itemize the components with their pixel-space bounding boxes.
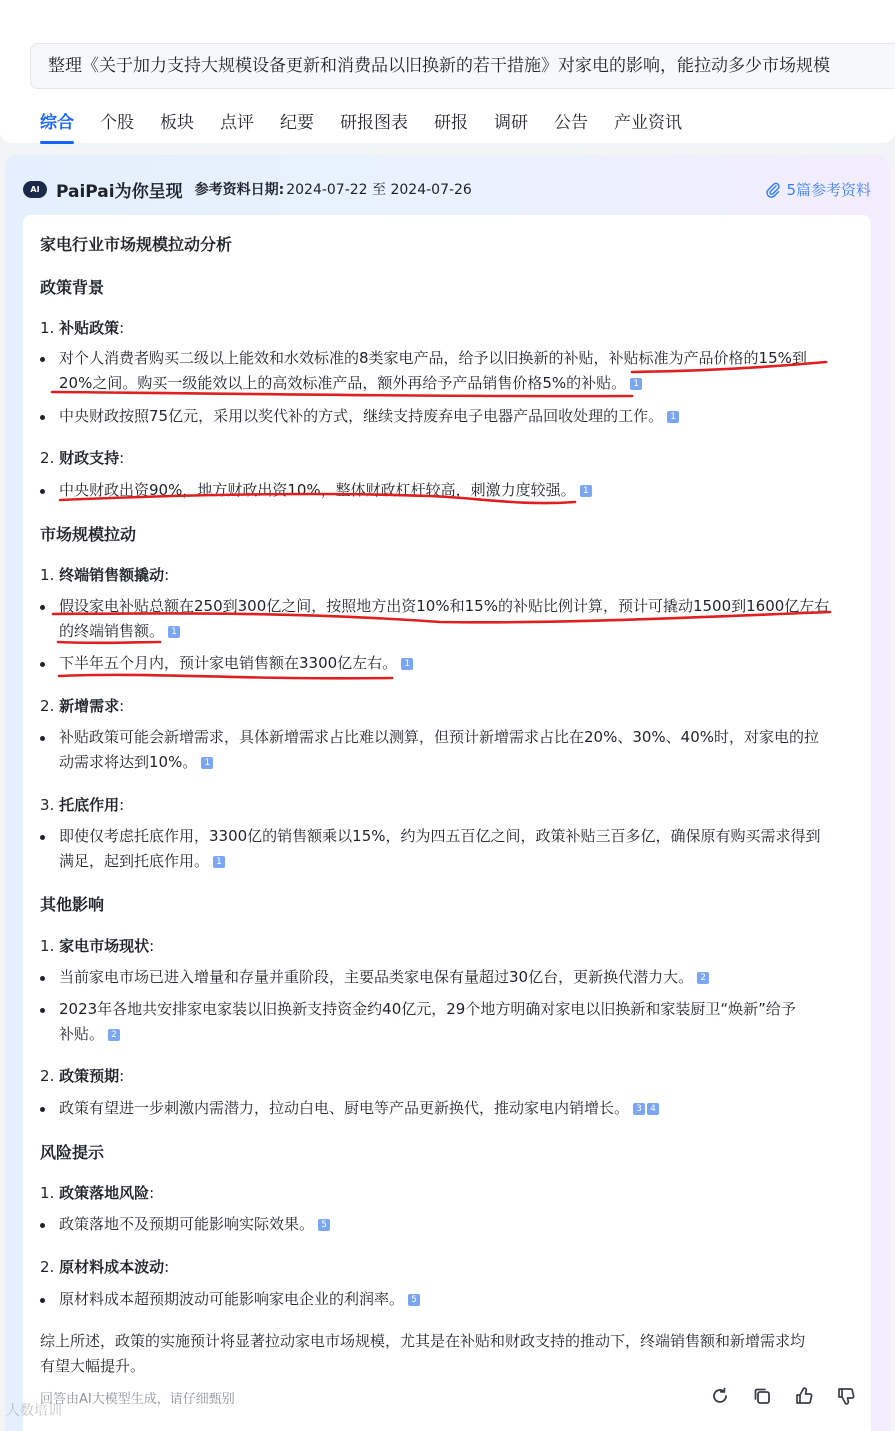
answer-header bbox=[23, 175, 472, 203]
list-item bbox=[40, 824, 855, 874]
list-item bbox=[40, 1212, 855, 1237]
item-number: 1. bbox=[40, 566, 55, 584]
section-heading: 政策背景 bbox=[40, 278, 105, 297]
paperclip-icon bbox=[766, 182, 780, 198]
item-colon: : bbox=[164, 566, 170, 584]
bullet-text: 满足，起到托底作用。 bbox=[59, 852, 210, 870]
list-item bbox=[40, 725, 855, 775]
watermark: 人数培训 bbox=[6, 1403, 62, 1419]
ai-logo-icon: AI bbox=[23, 181, 47, 198]
item-number: 2. bbox=[40, 449, 55, 467]
item-colon: : bbox=[149, 1184, 155, 1202]
numbered-item bbox=[40, 564, 169, 585]
numbered-item bbox=[40, 935, 154, 956]
brand-title: PaiPai为你呈现 bbox=[56, 181, 183, 202]
thumbs-down-icon[interactable] bbox=[835, 1385, 857, 1407]
answer-title: 家电行业市场规模拉动分析 bbox=[40, 235, 233, 254]
copy-icon[interactable] bbox=[751, 1385, 773, 1407]
list-item bbox=[40, 651, 855, 676]
list-item bbox=[40, 965, 855, 990]
tab-reviews[interactable]: 点评 bbox=[220, 113, 254, 133]
item-label: 终端销售额撬动 bbox=[59, 566, 165, 584]
item-label: 政策落地风险 bbox=[59, 1184, 150, 1202]
list-item bbox=[40, 346, 855, 396]
section-heading: 其他影响 bbox=[40, 895, 105, 914]
bullet-text: 动需求将达到10%。 bbox=[59, 753, 198, 771]
numbered-item bbox=[40, 1182, 154, 1203]
bullet-text: 2023年各地共安排家电家装以旧换新支持资金约40亿元，29个地方明确对家电以旧换新和家装厨卫“焕新”给予 bbox=[59, 1000, 796, 1018]
item-colon: : bbox=[119, 319, 125, 337]
search-header bbox=[0, 0, 895, 143]
bullet-text: 当前家电市场已进入增量和存量并重阶段，主要品类家电保有量超过30亿台，更新换代潜力大。 bbox=[59, 968, 694, 986]
item-number: 3. bbox=[40, 796, 55, 814]
bullet-text: 假设家电补贴总额在250到300亿之间，按照地方出资10%和15%的补贴比例计算，预计可撬动1500到1600亿左右 bbox=[59, 597, 830, 615]
numbered-item bbox=[40, 1065, 124, 1086]
numbered-item bbox=[40, 1256, 169, 1277]
item-number: 2. bbox=[40, 697, 55, 715]
list-item bbox=[40, 478, 855, 503]
list-item bbox=[40, 997, 855, 1047]
item-label: 家电市场现状 bbox=[59, 937, 150, 955]
citation-badge[interactable]: 5 bbox=[408, 1294, 420, 1306]
tab-industry-news[interactable]: 产业资讯 bbox=[614, 113, 682, 133]
item-label: 新增需求 bbox=[59, 697, 120, 715]
item-colon: : bbox=[119, 796, 125, 814]
bullet-text: 中央财政按照75亿元，采用以奖代补的方式，继续支持废弃电子电器产品回收处理的工作。 bbox=[59, 407, 664, 425]
tab-report-charts[interactable]: 研报图表 bbox=[340, 113, 408, 133]
tab-comprehensive[interactable]: 综合 bbox=[40, 108, 74, 138]
citation-badge[interactable]: 1 bbox=[667, 411, 679, 423]
thumbs-up-icon[interactable] bbox=[793, 1385, 815, 1407]
citation-badge[interactable]: 5 bbox=[318, 1219, 330, 1231]
item-number: 2. bbox=[40, 1067, 55, 1085]
item-colon: : bbox=[119, 449, 125, 467]
tab-reports[interactable]: 研报 bbox=[434, 113, 468, 133]
answer-content bbox=[23, 215, 871, 1431]
citation-badge[interactable]: 2 bbox=[108, 1029, 120, 1041]
numbered-item bbox=[40, 317, 124, 338]
bullet-text: 政策落地不及预期可能影响实际效果。 bbox=[59, 1215, 315, 1233]
date-label: 参考资料日期: bbox=[194, 182, 285, 198]
item-label: 财政支持 bbox=[59, 449, 120, 467]
bullet-text: 即使仅考虑托底作用，3300亿的销售额乘以15%，约为四五百亿之间，政策补贴三百多亿，确保原有购买需求得到 bbox=[59, 827, 821, 845]
citation-badge[interactable]: 1 bbox=[168, 626, 180, 638]
summary-paragraph bbox=[40, 1329, 860, 1379]
list-item bbox=[40, 404, 855, 429]
item-label: 托底作用 bbox=[59, 796, 120, 814]
item-number: 1. bbox=[40, 1184, 55, 1202]
item-colon: : bbox=[119, 697, 125, 715]
tab-sectors[interactable]: 板块 bbox=[160, 113, 194, 133]
ai-disclaimer: 回答由AI大模型生成，请仔细甄别 bbox=[40, 1392, 235, 1407]
search-query-input[interactable]: 整理《关于加力支持大规模设备更新和消费品以旧换新的若干措施》对家电的影响，能拉动多少市场规模 bbox=[30, 43, 895, 89]
citation-badge[interactable]: 1 bbox=[201, 757, 213, 769]
item-colon: : bbox=[149, 937, 155, 955]
bullet-text: 补贴。 bbox=[59, 1025, 105, 1043]
section-heading: 风险提示 bbox=[40, 1143, 105, 1162]
bullet-text: 下半年五个月内，预计家电销售额在3300亿左右。 bbox=[59, 654, 398, 672]
bullet-text: 对个人消费者购买二级以上能效和水效标准的8类家电产品，给予以旧换新的补贴，补贴标准为产品价格的15%到 bbox=[59, 349, 807, 367]
references-link[interactable] bbox=[766, 179, 871, 200]
item-colon: : bbox=[164, 1258, 170, 1276]
item-label: 补贴政策 bbox=[59, 319, 120, 337]
item-number: 2. bbox=[40, 1258, 55, 1276]
list-item bbox=[40, 594, 855, 644]
item-label: 政策预期 bbox=[59, 1067, 120, 1085]
references-label: 5篇参考资料 bbox=[786, 181, 871, 199]
tab-stocks[interactable]: 个股 bbox=[100, 113, 134, 133]
citation-badge[interactable]: 4 bbox=[647, 1103, 659, 1115]
bullet-text: 政策有望进一步刺激内需潜力，拉动白电、厨电等产品更新换代，推动家电内销增长。 bbox=[59, 1099, 630, 1117]
numbered-item bbox=[40, 794, 124, 815]
item-number: 1. bbox=[40, 937, 55, 955]
bullet-text: 补贴政策可能会新增需求，具体新增需求占比难以测算，但预计新增需求占比在20%、30%、40%时，对家电的拉 bbox=[59, 728, 820, 746]
list-item bbox=[40, 1096, 855, 1121]
bullet-text: 的终端销售额。 bbox=[59, 622, 165, 640]
citation-badge[interactable]: 3 bbox=[633, 1103, 645, 1115]
bullet-text: 20%之间。购买一级能效以上的高效标准产品，额外再给予产品销售价格5%的补贴。 bbox=[59, 374, 627, 392]
ai-answer-card bbox=[5, 155, 889, 1431]
item-colon: : bbox=[119, 1067, 125, 1085]
section-heading: 市场规模拉动 bbox=[40, 525, 137, 544]
refresh-icon[interactable] bbox=[709, 1385, 731, 1407]
date-range: 2024-07-22 至 2024-07-26 bbox=[286, 182, 472, 198]
answer-actions bbox=[709, 1385, 857, 1407]
tab-announcements[interactable]: 公告 bbox=[554, 113, 588, 133]
citation-badge[interactable]: 2 bbox=[697, 972, 709, 984]
citation-badge[interactable]: 1 bbox=[401, 658, 413, 670]
list-item bbox=[40, 1287, 855, 1312]
item-number: 1. bbox=[40, 319, 55, 337]
bullet-text: 原材料成本超预期波动可能影响家电企业的利润率。 bbox=[59, 1290, 405, 1308]
tab-minutes[interactable]: 纪要 bbox=[280, 113, 314, 133]
citation-badge[interactable]: 1 bbox=[580, 485, 592, 497]
citation-badge[interactable]: 1 bbox=[213, 856, 225, 868]
item-label: 原材料成本波动 bbox=[59, 1258, 165, 1276]
bullet-text: 中央财政出资90%，地方财政出资10%，整体财政杠杆较高，刺激力度较强。 bbox=[59, 481, 576, 499]
numbered-item bbox=[40, 695, 124, 716]
citation-badge[interactable]: 1 bbox=[630, 378, 642, 390]
tab-research[interactable]: 调研 bbox=[494, 113, 528, 133]
result-tabs bbox=[40, 108, 708, 138]
numbered-item bbox=[40, 447, 124, 468]
summary-text: 有望大幅提升。 bbox=[40, 1357, 146, 1375]
summary-text: 综上所述，政策的实施预计将显著拉动家电市场规模，尤其是在补贴和财政支持的推动下，终端销售额和新增需求均 bbox=[40, 1332, 806, 1350]
